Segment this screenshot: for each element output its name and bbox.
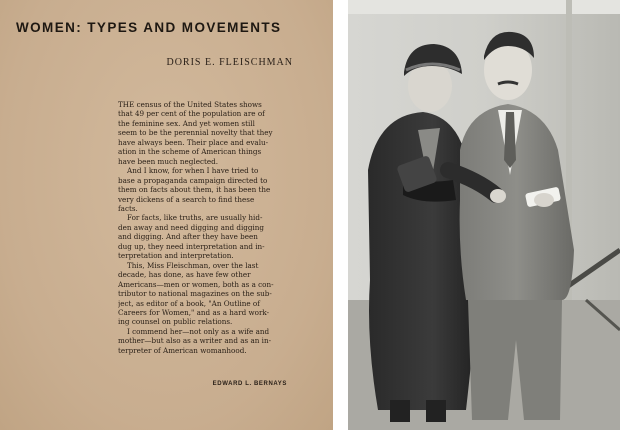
body-line: seem to be the perennial novelty that they [118, 128, 273, 138]
couple-photograph [348, 0, 620, 430]
page-signature: EDWARD L. BERNAYS [212, 381, 287, 387]
body-line: dug up, they need interpretation and in- [118, 241, 265, 251]
body-line: And I know, for when I have tried to [127, 166, 259, 176]
body-line: have been much neglected. [118, 156, 219, 166]
photo-illustration [348, 0, 620, 430]
body-line: them on facts about them, it has been the [118, 185, 271, 195]
body-line: den away and need digging and digging [118, 222, 265, 232]
body-line: This, Miss Fleischman, over the last [127, 260, 259, 270]
ceiling-band [348, 0, 620, 14]
hand [490, 189, 506, 203]
body-line: terpreter of American womanhood. [118, 345, 247, 355]
body-line: very dickens of a search to find these [118, 194, 255, 204]
body-line: and digging. And after they have been [118, 232, 258, 242]
body-line: THE census of the United States shows [118, 100, 262, 109]
body-line: Careers for Women," and as a hard work- [118, 307, 270, 317]
page-title: WOMEN: TYPES AND MOVEMENTS [16, 20, 282, 35]
body-line: the feminine sex. And yet women still [118, 118, 255, 128]
body-line: Americans—men or women, both as a con- [118, 279, 274, 289]
body-line: I commend her—not only as a wife and [127, 326, 270, 336]
body-line: ation in the scheme of American things [118, 147, 262, 157]
body-line: ject, as editor of a book, "An Outline of [118, 298, 260, 308]
body-line: that 49 per cent of the population are of [118, 109, 265, 119]
body-line: For facts, like truths, are usually hid- [127, 213, 263, 223]
body-line: base a propaganda campaign directed to [118, 175, 268, 185]
page-body-text [118, 100, 294, 355]
body-line: tributor to national magazines on the sub- [118, 289, 272, 299]
body-line: have always been. Their place and evalu- [118, 137, 269, 147]
body-line: facts. [118, 203, 138, 213]
body-line: ing counsel on public relations. [118, 317, 233, 327]
body-line: terpretation and interpretation. [118, 251, 234, 261]
page-author: DORIS E. FLEISCHMAN [166, 57, 293, 68]
body-line: mother—but also as a writer and as an in- [118, 336, 272, 346]
body-line: decade, has done, as have few other [118, 270, 251, 280]
